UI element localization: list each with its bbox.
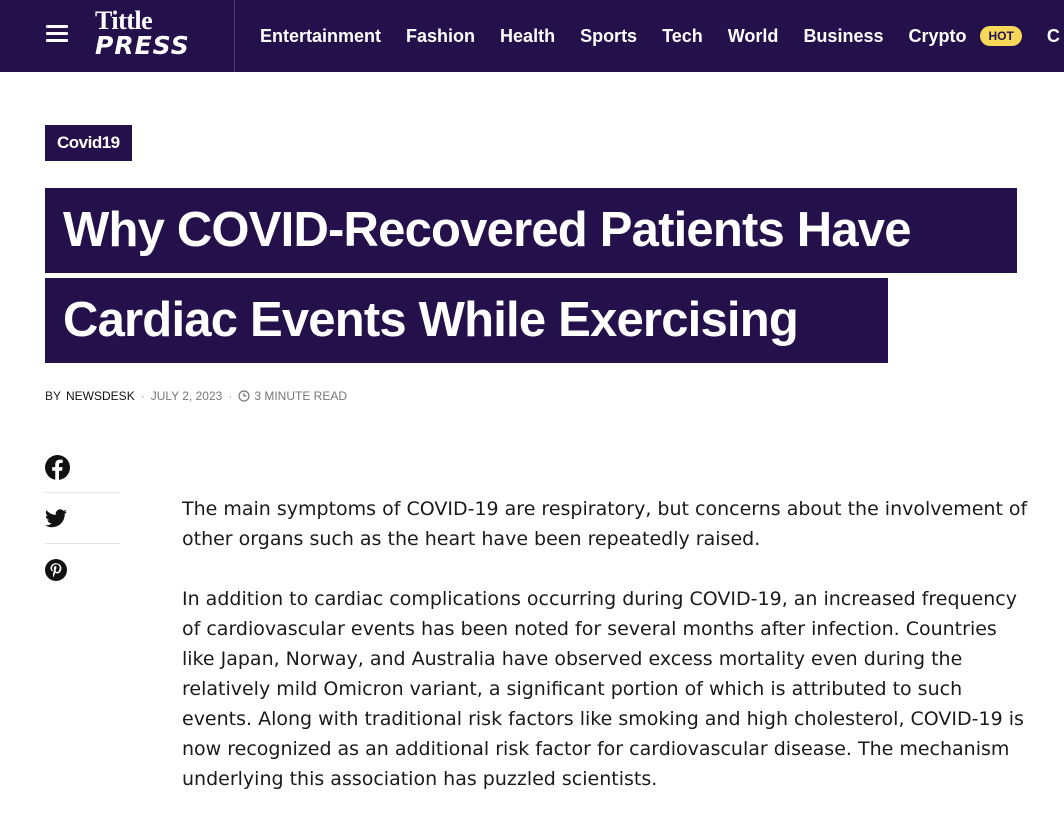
nav-item-fashion[interactable] xyxy=(406,26,475,47)
category-tag[interactable]: Covid19 xyxy=(45,125,132,161)
share-pinterest-button[interactable] xyxy=(45,544,120,595)
article-title-line-2: Cardiac Events While Exercising xyxy=(45,278,888,363)
site-logo[interactable] xyxy=(95,7,205,63)
article-body xyxy=(182,494,1032,824)
article-title-line-1: Why COVID-Recovered Patients Have xyxy=(45,188,1017,273)
nav-label: Crypto xyxy=(908,25,967,46)
share-bar xyxy=(45,442,120,595)
nav-item-tech[interactable] xyxy=(662,26,703,47)
logo-top-text: Tittle xyxy=(95,6,153,35)
clock-icon xyxy=(238,390,250,402)
nav-label: Tech xyxy=(662,25,703,46)
meta-separator: · xyxy=(140,389,145,403)
facebook-icon xyxy=(45,455,70,480)
main-nav xyxy=(260,0,1064,72)
nav-item-health[interactable] xyxy=(500,26,555,47)
read-time: 3 MINUTE READ xyxy=(254,389,347,403)
nav-label: Entertainment xyxy=(260,25,382,46)
meta-separator: · xyxy=(228,389,233,403)
nav-item-sports[interactable] xyxy=(580,26,637,47)
logo-bottom-text: PRESS xyxy=(95,31,190,60)
header-divider xyxy=(234,0,235,72)
nav-label: Sports xyxy=(580,25,638,46)
share-facebook-button[interactable] xyxy=(45,442,120,493)
nav-label: World xyxy=(727,25,779,46)
twitter-icon xyxy=(45,509,67,528)
byline-prefix: BY xyxy=(45,389,62,403)
article-paragraph: The main symptoms of COVID-19 are respiratory, but concerns about the involvement of other organs such as the heart have been repeatedly raised. xyxy=(182,498,1028,550)
nav-label: Business xyxy=(803,25,884,46)
publish-date: JULY 2, 2023 xyxy=(150,389,223,403)
nav-label: Health xyxy=(500,25,556,46)
nav-label: Fashion xyxy=(406,25,476,46)
nav-label: C xyxy=(1046,25,1060,46)
author-link[interactable]: NEWSDESK xyxy=(66,389,135,403)
nav-item-truncated[interactable] xyxy=(1047,26,1060,47)
pinterest-icon xyxy=(45,559,67,581)
share-twitter-button[interactable] xyxy=(45,493,120,544)
site-header xyxy=(0,0,1064,72)
hot-badge: HOT xyxy=(980,26,1021,46)
nav-item-crypto[interactable] xyxy=(908,26,1021,47)
nav-item-world[interactable] xyxy=(728,26,779,47)
nav-item-entertainment[interactable] xyxy=(260,26,381,47)
article-meta xyxy=(45,387,347,405)
nav-item-business[interactable] xyxy=(803,26,883,47)
hamburger-menu-icon[interactable] xyxy=(46,24,68,44)
article-paragraph: In addition to cardiac complications occurring during COVID-19, an increased frequency of cardiovascular events has been noted for several months after infection. Countries like Japan, Norway, and Australia have observed excess mortality even during the relatively mild Omicron variant, a significant portion of which is attributed to such events. Along with traditional risk factors like smoking and high cholesterol, COVID-19 is now recognized as an additional risk factor for cardiovascular disease. The mechanism underlying this association has puzzled scientists. xyxy=(182,588,1024,790)
